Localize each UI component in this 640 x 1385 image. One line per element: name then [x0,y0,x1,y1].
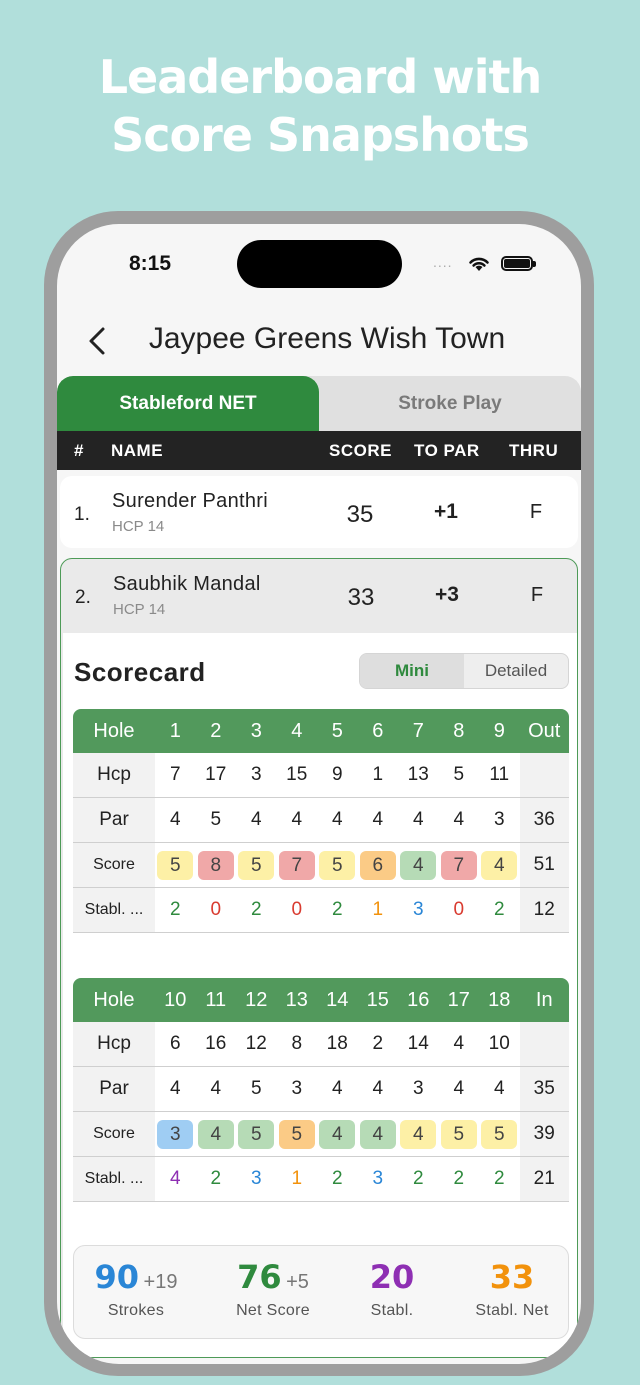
stableford-cell: 0 [453,899,465,920]
dynamic-island [237,240,402,288]
stableford-net-label: Stabl. Net [475,1302,549,1319]
strokes-label: Strokes [107,1302,165,1319]
hcp-cell: 12 [245,1033,267,1054]
hcp-row-label: Hcp [73,753,155,797]
stableford-label: Stabl. [370,1302,414,1319]
stableford-cell: 3 [412,899,424,920]
stableford-cell: 2 [331,1168,343,1189]
hcp-row [73,753,569,798]
player-name: Saubhik Mandal [113,573,261,595]
par-cell: 4 [372,1078,384,1099]
stableford-cell: 3 [372,1168,384,1189]
page-title: Jaypee Greens Wish Town [148,322,506,355]
player-to-par: +1 [434,500,458,523]
hcp-cell: 13 [407,764,429,785]
score-cell [196,1120,237,1149]
stableford-cell: 2 [210,1168,222,1189]
hole-cell: 9 [493,719,505,742]
par-cell: 4 [453,1078,465,1099]
par-cell: 4 [250,809,262,830]
hcp-cell: 9 [331,764,343,785]
score-pill: 4 [400,851,436,880]
player-score: 33 [347,584,375,611]
stableford-value: 20 [369,1258,415,1296]
hole-cell: 3 [250,719,262,742]
hcp-cell: 7 [169,764,181,785]
score-cell [317,1120,358,1149]
hcp-cell: 18 [326,1033,348,1054]
signal-dots-icon: .... [433,254,453,270]
player-handicap: HCP 14 [112,518,165,535]
par-cell: 5 [250,1078,262,1099]
player-score: 35 [346,501,374,528]
score-pill: 4 [319,1120,355,1149]
hcp-row [73,1022,569,1067]
player-rank: 1. [74,504,90,525]
hole-cell: 17 [447,988,470,1011]
stableford-total: 12 [520,888,570,932]
score-row [73,1112,569,1157]
score-pill: 7 [441,851,477,880]
hole-cell: 8 [453,719,465,742]
score-cell [398,1120,439,1149]
par-cell: 4 [210,1078,222,1099]
hcp-cell: 2 [372,1033,384,1054]
status-time: 8:15 [129,252,172,275]
leaderboard-row[interactable] [61,559,578,631]
stableford-cell: 2 [493,899,505,920]
score-cell [358,851,399,880]
score-pill: 5 [441,1120,477,1149]
summary-stableford [330,1258,454,1320]
hole-cell: 10 [164,988,187,1011]
stableford-cell: 2 [453,1168,465,1189]
headline-line-2: Score Snapshots [111,108,529,162]
leaderboard-header [57,431,581,470]
par-row-label: Par [73,798,155,842]
hcp-cell: 16 [205,1033,227,1054]
hcp-cell: 5 [453,764,465,785]
hcp-cell: 8 [291,1033,303,1054]
column-name: NAME [111,441,164,460]
score-pill: 5 [157,851,193,880]
score-cell [236,851,277,880]
stableford-cell: 1 [372,899,384,920]
stableford-cell: 4 [169,1168,181,1189]
score-total: 39 [520,1112,570,1156]
score-pill: 6 [360,851,396,880]
hole-cell: 2 [210,719,222,742]
column-score: SCORE [329,441,392,460]
detailed-view-button[interactable]: Detailed [484,661,548,680]
score-cell [236,1120,277,1149]
score-cell [277,1120,318,1149]
hcp-cell: 1 [372,764,384,785]
par-cell: 4 [453,809,465,830]
leaderboard-row[interactable] [60,476,578,548]
stableford-row-label: Stabl. ... [73,888,155,932]
score-cell [479,1120,520,1149]
par-cell: 4 [169,1078,181,1099]
hole-cell: 14 [326,988,349,1011]
par-cell: 4 [372,809,384,830]
par-cell: 4 [412,809,424,830]
score-pill: 5 [238,1120,274,1149]
par-cell: 4 [291,809,303,830]
column-rank: # [74,441,84,460]
score-summary [73,1245,569,1339]
score-pill: 4 [400,1120,436,1149]
hole-cell: 6 [372,719,384,742]
par-cell: 4 [169,809,181,830]
stableford-row [73,888,569,933]
hole-cell: 13 [285,988,308,1011]
headline-line-1: Leaderboard with [98,50,542,104]
hole-total: In [535,988,553,1011]
stableford-total: 21 [520,1157,570,1201]
par-row [73,798,569,843]
stableford-row [73,1157,569,1202]
score-pill: 3 [157,1120,193,1149]
score-pill: 4 [198,1120,234,1149]
phone-screen [57,224,581,1364]
scorecard-panel [63,633,577,1358]
hcp-cell: 4 [453,1033,465,1054]
score-total: 51 [520,843,570,887]
score-pill: 4 [360,1120,396,1149]
tab-stableford-net[interactable]: Stableford NET [57,376,319,431]
hcp-cell: 10 [488,1033,510,1054]
hole-cell: 1 [169,719,181,742]
score-pill: 4 [481,851,517,880]
summary-strokes [74,1258,198,1320]
hcp-total [520,1022,570,1066]
hcp-total [520,753,570,797]
par-row [73,1067,569,1112]
hole-cell: 5 [331,719,343,742]
score-pill: 5 [481,1120,517,1149]
hole-cell: 11 [205,988,227,1011]
player-rank: 2. [75,587,91,608]
hcp-cell: 3 [250,764,262,785]
scoring-tabs [57,376,581,431]
net-score-delta: +5 [286,1271,309,1293]
front-nine-table [73,709,569,933]
par-total: 36 [520,798,570,842]
stableford-cell: 1 [291,1168,303,1189]
summary-net-score [211,1258,335,1320]
hole-row [73,978,569,1022]
hole-cell: 16 [407,988,430,1011]
hole-cell: 12 [245,988,268,1011]
score-cell [317,851,358,880]
par-cell: 4 [331,1078,343,1099]
net-score-label: Net Score [236,1302,310,1319]
par-cell: 5 [210,809,222,830]
player-thru: F [530,584,544,606]
hole-cell: 4 [291,719,303,742]
hole-row-label: Hole [93,988,135,1011]
par-cell: 4 [331,809,343,830]
score-cell [196,851,237,880]
expanded-player-card [60,558,578,1358]
net-score-value: 76 [237,1258,282,1296]
hole-cell: 18 [488,988,511,1011]
par-cell: 3 [291,1078,303,1099]
player-handicap: HCP 14 [113,601,166,618]
hole-row [73,709,569,753]
score-pill: 5 [319,851,355,880]
par-row-label: Par [73,1067,155,1111]
score-pill: 8 [198,851,234,880]
hole-total: Out [528,719,561,742]
stableford-cell: 2 [412,1168,424,1189]
wifi-icon [467,254,491,272]
score-cell [277,851,318,880]
stableford-cell: 2 [331,899,343,920]
par-total: 35 [520,1067,570,1111]
score-cell [439,851,480,880]
battery-icon [501,256,533,271]
score-row [73,843,569,888]
column-thru: THRU [509,441,559,460]
par-cell: 4 [493,1078,505,1099]
player-to-par: +3 [435,583,459,606]
score-cell [155,1120,196,1149]
hcp-cell: 15 [286,764,308,785]
stableford-cell: 0 [291,899,303,920]
strokes-value: 90 [94,1258,140,1296]
score-cell [479,851,520,880]
column-to-par: TO PAR [414,441,480,460]
stableford-cell: 2 [250,899,262,920]
score-cell [358,1120,399,1149]
score-row-label: Score [73,843,155,887]
mini-view-button[interactable]: Mini [360,654,464,688]
back-nine-table [73,978,569,1202]
par-cell: 3 [493,809,505,830]
stableford-net-value: 33 [489,1258,535,1296]
scorecard-title: Scorecard [74,657,206,687]
summary-stableford-net [450,1258,574,1320]
stableford-row-label: Stabl. ... [73,1157,155,1201]
stableford-cell: 2 [169,899,181,920]
hcp-cell: 11 [489,764,510,785]
score-cell [398,851,439,880]
strokes-delta: +19 [143,1271,178,1293]
score-cell [439,1120,480,1149]
score-pill: 5 [238,851,274,880]
promo-headline [0,48,640,164]
scorecard-view-toggle [359,653,569,689]
tab-stroke-play[interactable]: Stroke Play [398,392,502,414]
score-pill: 5 [279,1120,315,1149]
hole-cell: 7 [412,719,424,742]
hcp-cell: 6 [169,1033,181,1054]
hole-cell: 15 [366,988,389,1011]
hcp-row-label: Hcp [73,1022,155,1066]
par-cell: 3 [412,1078,424,1099]
score-row-label: Score [73,1112,155,1156]
stableford-cell: 2 [493,1168,505,1189]
stableford-cell: 0 [210,899,222,920]
hcp-cell: 17 [205,764,227,785]
score-cell [155,851,196,880]
hole-row-label: Hole [93,719,135,742]
player-thru: F [529,501,543,523]
hcp-cell: 14 [407,1033,429,1054]
stableford-cell: 3 [250,1168,262,1189]
player-name: Surender Panthri [112,490,269,512]
score-pill: 7 [279,851,315,880]
